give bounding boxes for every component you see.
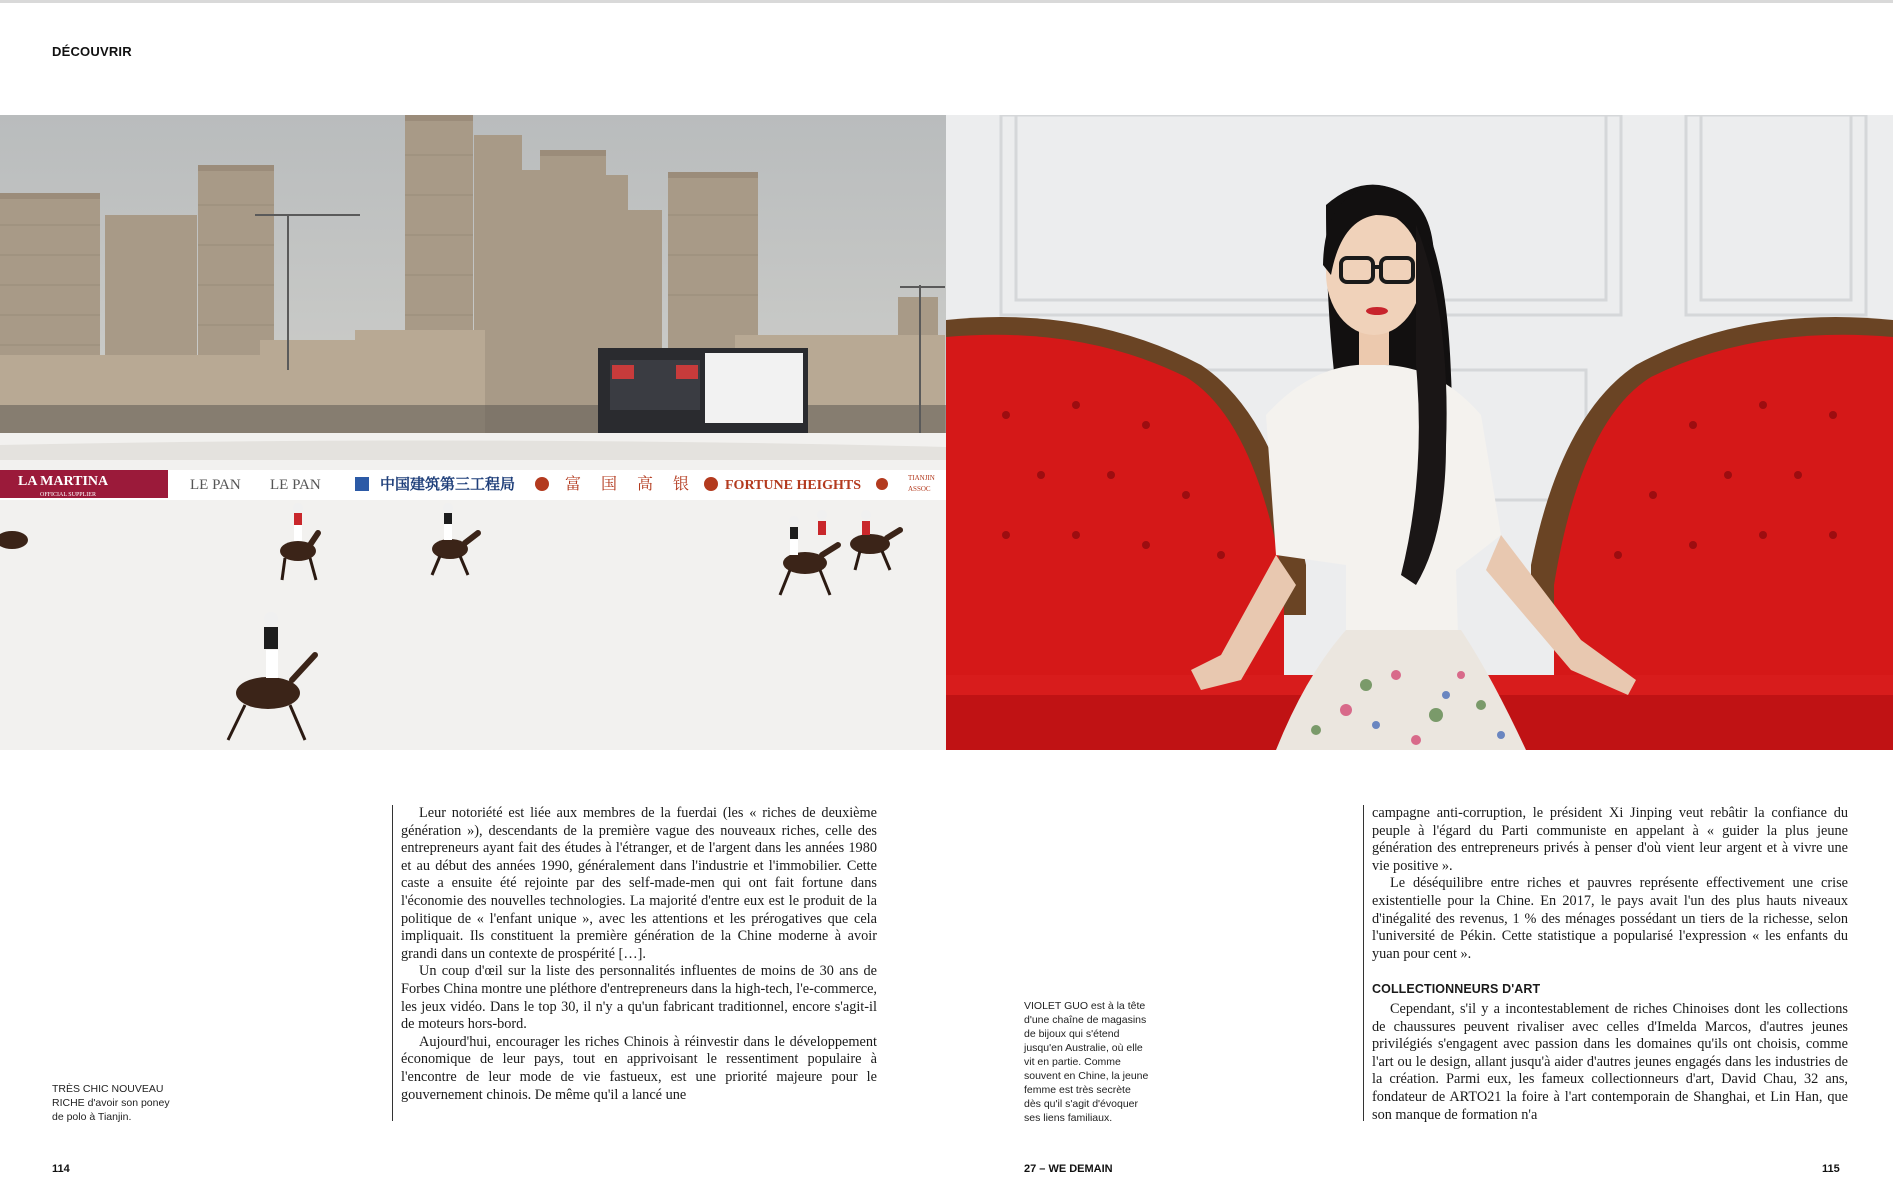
banner-china-construction: 中国建筑第三工程局 (380, 477, 516, 493)
paragraph-government: Aujourd'hui, encourager les riches Chinois à réinvestir dans le développement économique de leur pays, tout en apprivoisant le ressentiment populaire à l'encontre de leur mode de vie fastueux, est une priorité majeure pour le gouvernement chinois. De même qu'il a lancé une (401, 1033, 877, 1103)
article-right-column (1363, 805, 1848, 1121)
caption-polo-lead: TRÈS CHIC NOUVEAU RICHE (52, 1083, 164, 1109)
paragraph-fuerdai: Leur notoriété est liée aux membres de la fuerdai (les « riches de deuxième génération »), descendants de la première vague des nouveaux riches, celle des entrepreneurs ayant fait des études à l'étranger, et de l'argent dans les années 1980 et au début des années 1990, généralement dans l'industrie et l'immobilier. Cette caste a ensuite été rejointe par des self-made-men qui ont fait fortune dans l'économie des nouvelles technologies. La majorité d'entre eux est le produit de la politique de « l'enfant unique », avec les attentions et les prérogatives que cela impliquait. Ils constituent la première génération de la Chine moderne à avoir grandi dans un contexte de prospérité […]. (401, 805, 877, 962)
banner-tianjin: TIANJIN (908, 474, 935, 482)
top-rule (0, 0, 1893, 3)
portrait-photo (946, 115, 1893, 750)
magazine-name: 27 – WE DEMAIN (1024, 1163, 1113, 1175)
polo-photo (0, 115, 946, 750)
banner-fortune-heights: FORTUNE HEIGHTS (725, 478, 862, 493)
caption-portrait-lead: VIOLET GUO (1024, 1000, 1088, 1012)
article-left-column (392, 805, 877, 1121)
banner-assoc: ASSOC (908, 485, 931, 493)
section-label: DÉCOUVRIR (52, 44, 132, 59)
banner-le-pan-2: LE PAN (270, 477, 321, 493)
caption-portrait (1024, 999, 1149, 1125)
banner-la-martina: LA MARTINA (18, 474, 109, 489)
paragraph-anticorruption: campagne anti-corruption, le président Xi Jinping veut rebâtir la confiance du peuple à l'égard du Parti communiste en appelant à « guider la plus jeune génération des entrepreneurs privés à penser d'où vient leur argent et à vivre une vie positive ». (1372, 805, 1848, 874)
caption-portrait-text: est à la tête d'une chaîne de magasins de bijoux qui s'étend jusqu'en Australie, où elle vit en partie. Comme souvent en Chine, la jeune femme est très secrète dès qu'il s'agit d'évoquer ses liens familiaux. (1024, 1000, 1149, 1124)
banner-fuguo: 富 国 高 银 (565, 476, 698, 493)
polo-scene-illustration (0, 115, 946, 750)
portrait-illustration (946, 115, 1893, 750)
paragraph-forbes: Un coup d'œil sur la liste des personnalités influentes de moins de 30 ans de Forbes China montre une pléthore d'entrepreneurs dans la high-tech, l'e-commerce, les jeux vidéo. Dans le top 30, il n'y a qu'un fabricant traditionnel, encore s'agit-il de moteurs hors-bord. (401, 963, 877, 1033)
page-number-left: 114 (52, 1163, 70, 1175)
banner-official-supplier: OFFICIAL SUPPLIER (40, 492, 96, 498)
paragraph-inequality: Le déséquilibre entre riches et pauvres représente effectivement une crise existentielle pour la Chine. En 2017, le pays avait l'un des plus hauts niveaux d'inégalité des revenus, 1 % des ménages possédant un tiers de la richesse, selon l'université de Pékin. Cette statistique a popularisé l'expression « les enfants du yuan pour cent ». (1372, 875, 1848, 962)
caption-polo-text: d'avoir son poney de polo à Tianjin. (52, 1097, 170, 1123)
banner-le-pan-1: LE PAN (190, 477, 241, 493)
caption-polo (52, 1082, 172, 1124)
subhead-collectors: COLLECTIONNEURS D'ART (1372, 982, 1541, 997)
page-number-right: 115 (1822, 1163, 1840, 1175)
paragraph-collectors: Cependant, s'il y a incontestablement de riches Chinoises dont les collections de chaussures peuvent rivaliser avec celles d'Imelda Marcos, d'autres jeunes privilégiés s'engagent avec passion dans les domaines qu'ils ont choisis, comme l'art ou le design, allant jusqu'à aider d'autres jeunes engagés dans les industries de la création. Parmi eux, les fameux collectionneurs d'art, David Chau, 32 ans, fondateur de ARTO21 la foire à l'art contemporain de Shanghai, et Lin Han, que son manque de formation n'a (1372, 1000, 1848, 1123)
